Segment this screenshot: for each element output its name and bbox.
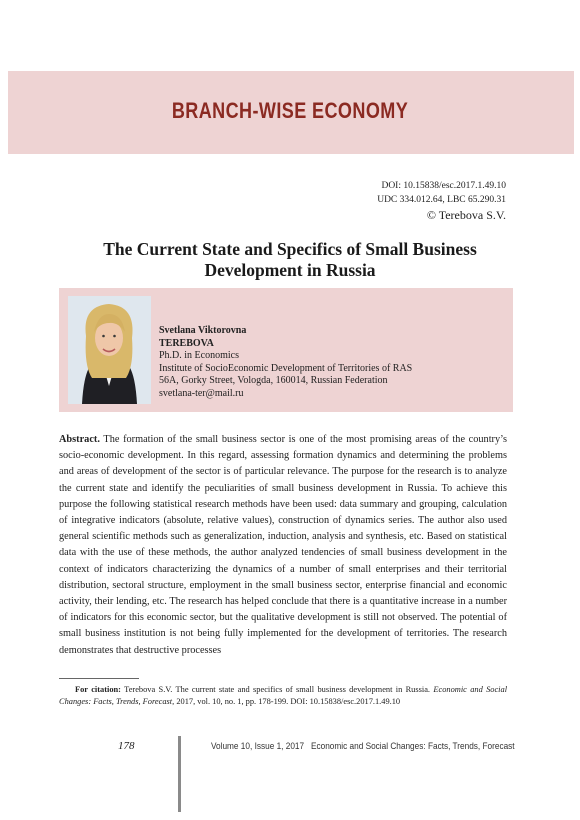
author-email: svetlana-ter@mail.ru xyxy=(159,387,244,399)
author-institution: Institute of SocioEconomic Development of Territories of RAS xyxy=(159,362,413,374)
author-surname: TEREBOVA xyxy=(159,337,214,349)
author-degree: Ph.D. in Economics xyxy=(159,350,239,362)
page-number: 178 xyxy=(118,740,135,752)
citation-label: For citation: xyxy=(75,685,121,694)
citation-text: Terebova S.V. The current state and specifics of small business development in Russia. xyxy=(124,685,431,694)
citation xyxy=(59,684,507,708)
author-photo xyxy=(68,296,151,404)
footnote-rule xyxy=(59,678,139,679)
footer-journal-line xyxy=(211,740,515,751)
section-title: BRANCH-WISE ECONOMY xyxy=(171,98,409,123)
abstract-label: Abstract. xyxy=(59,434,100,445)
footer-divider xyxy=(178,736,181,812)
udc-line: UDC 334.012.64, LBC 65.290.31 xyxy=(377,195,506,205)
author-info xyxy=(159,325,412,401)
paper-title: The Current State and Specifics of Small Business Development in Russia xyxy=(103,239,477,280)
footer-journal: Economic and Social Changes: Facts, Trends, Forecast xyxy=(311,740,515,751)
author-first-names: Svetlana Viktorovna xyxy=(159,325,247,336)
copyright-line: © Terebova S.V. xyxy=(426,208,506,222)
abstract-text: The formation of the small business sector is one of the most promising areas of the country’s socio-economic development. In this regard, assessing formation dynamics and determining the problems and areas of development of the sector is of particular relevance. The purpose for the research is to analyze the current state and identify the peculiarities of small business development in Russia. To achieve this purpose the following statistical research methods have been used: data summary and grouping, calculation of integrative indicators (absolute, relative values), construction of dynamics series. The author also used general scientific methods such as generalization, induction, analysis and synthesis, etc. Based on statistical data with the use of these methods, the author analyzed tendencies of small business development in the context of indicators characterizing the dynamics of a number of small enterprises and their territorial distribution, sectoral structure, employment in the small business sector, enterprise financial and economic activity, their lending, etc. The research has helped conclude that there is a quantitative increase in a number of indicators for this economic sector, but the qualitative development is still not observed. The potential of small business institution is not being fully implemented for the development of territories. The research demonstrates that destructive processes xyxy=(59,434,508,656)
citation-journal: Economic and Social Changes: Facts, Trends, Forecast xyxy=(59,685,508,707)
footer-issue: Volume 10, Issue 1, 2017 xyxy=(211,740,305,751)
doi-line: DOI: 10.15838/esc.2017.1.49.10 xyxy=(381,181,506,191)
abstract xyxy=(59,432,507,659)
author-portrait-image xyxy=(68,296,151,404)
citation-details: , 2017, vol. 10, no. 1, pp. 178-199. DOI: 10.15838/esc.2017.1.49.10 xyxy=(172,697,401,707)
author-address: 56A, Gorky Street, Vologda, 160014, Russian Federation xyxy=(159,375,388,387)
